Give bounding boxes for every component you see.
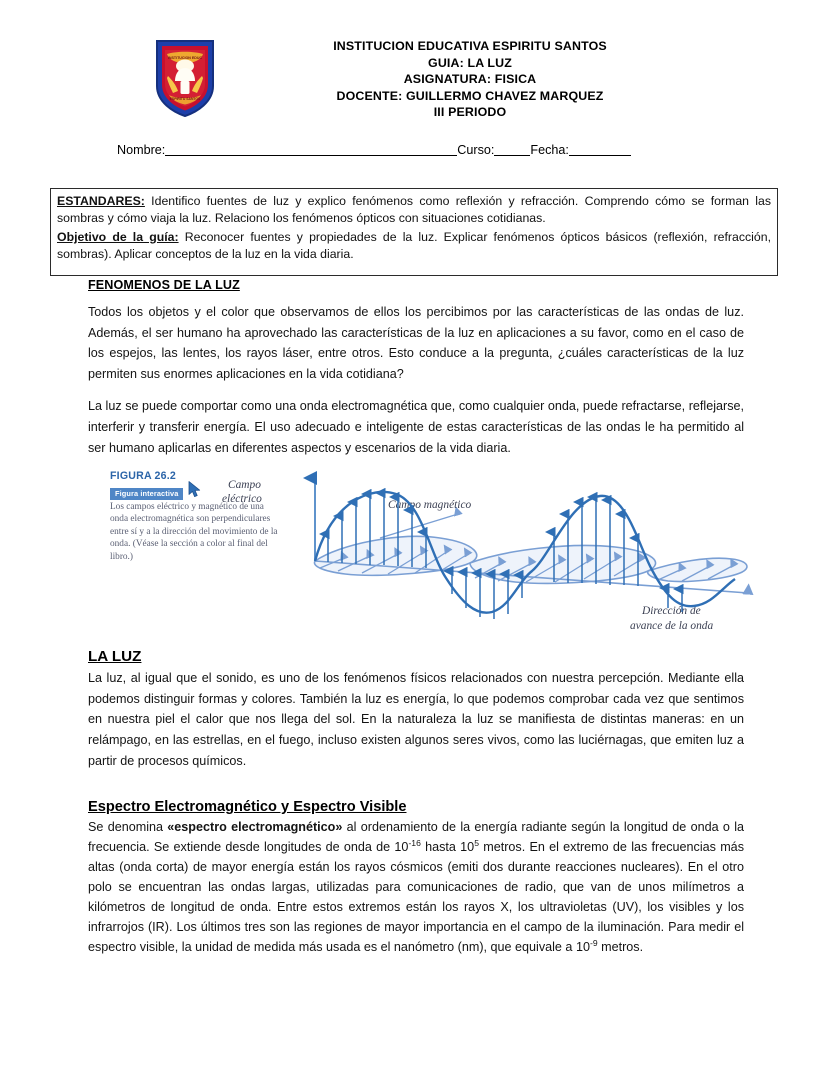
figure-26-2	[110, 470, 770, 646]
label-campo-magnetico: Campo magnético	[388, 499, 472, 511]
svg-text:ESPIRITU SANTOS: ESPIRITU SANTOS	[169, 97, 201, 101]
espectro-text-c: hasta 10	[420, 840, 475, 855]
espectro-exponent-2: 5	[474, 837, 479, 848]
document-header	[0, 0, 828, 121]
curso-label: Curso:	[457, 142, 495, 157]
nombre-input[interactable]	[165, 155, 457, 156]
espectro-paragraph-1	[88, 817, 744, 957]
section-heading-la-luz: LA LUZ	[88, 648, 142, 666]
label-campo-electrico-line1: Campo	[228, 479, 261, 491]
header-line-docente: DOCENTE: GUILLERMO CHAVEZ MARQUEZ	[336, 88, 604, 103]
objective-paragraph	[57, 229, 771, 264]
espectro-exponent-3: -9	[589, 937, 598, 948]
section-gap	[88, 783, 744, 799]
logo-container	[0, 38, 232, 118]
header-title-block	[232, 38, 828, 121]
espectro-text-a: Se denomina	[88, 820, 168, 835]
espectro-text-d: metros. En el extremo de las frecuencias más altas (onda corta) de mayor energía están los rayos cósmicos (emiti dos durante reacciones nucleares). En el otro polo se encuentran las ondas largas, utilizadas para comunicaciones de radio, que van de unos milímetros a kilómetros de longitud de onda. Entre estos extremos están los rayos X, los ultravioletas (UV), los visibles y los infrarrojos (IR). Los últimos tres son las regiones de mayor importancia en el campo de la iluminación. Para medir el espectro visible, la unidad de medida más usada es el nanómetro (nm), que equivale a 10	[88, 840, 744, 955]
electromagnetic-wave-diagram	[222, 466, 766, 646]
figure-title: FIGURA 26.2	[110, 470, 176, 482]
svg-text:INSTITUCION EDUC: INSTITUCION EDUC	[167, 56, 203, 60]
header-line-asignatura: ASIGNATURA: FISICA	[403, 72, 537, 86]
header-line-guia: GUIA: LA LUZ	[428, 55, 512, 70]
standards-box	[50, 188, 778, 276]
standards-label: ESTANDARES:	[57, 194, 145, 208]
interactive-figure-badge[interactable]: Figura interactiva	[110, 488, 183, 501]
la-luz-paragraph-1: La luz, al igual que el sonido, es uno de los fenómenos físicos relacionados con nuestra percepción. Mediante ella podemos distinguir formas y colores. También la luz es energía, lo que podemos comprobar cada vez que sentimos en nuestra piel el calor que nos llega del sol. En la naturaleza la luz se manifiesta de distintas maneras: en un relámpago, en las estrellas, en el fuego, incluso existen algunos seres vivos, como las luciérnagas, que emiten luz a partir de procesos químicos.	[88, 671, 744, 768]
label-direccion-line2: avance de la onda	[630, 620, 714, 632]
espectro-text-e: metros.	[597, 940, 644, 955]
standards-text: Identifico fuentes de luz y explico fenómenos como reflexión y refracción. Comprendo cómo se forman las sombras y cómo viaja la luz. Relaciono los fenómenos ópticos con situaciones cotidianas.	[57, 194, 771, 226]
objective-text: Reconocer fuentes y propiedades de la luz. Explicar fenómenos ópticos básicos (reflexión, refracción, sombras). Aplicar conceptos de la luz en la vida diaria.	[57, 229, 771, 262]
curso-input[interactable]	[494, 155, 530, 156]
section-heading-espectro: Espectro Electromagnético y Espectro Visible	[88, 799, 407, 816]
school-crest-icon	[154, 38, 216, 118]
objective-label: Objetivo de la guía:	[57, 229, 179, 244]
header-line-institution: INSTITUCION EDUCATIVA ESPIRITU SANTOS	[333, 39, 607, 53]
section-heading-fenomenos: FENOMENOS DE LA LUZ	[88, 278, 240, 292]
figure-caption-text: Los campos eléctrico y magnético de una onda electromagnética son perpendiculares entre sí y a la dirección del movimiento de la onda. (Véase la sección a color al final del libro.)	[110, 502, 278, 562]
label-direccion-line1: Dirección de	[642, 605, 701, 617]
fecha-label: Fecha:	[530, 142, 569, 157]
fecha-input[interactable]	[569, 155, 631, 156]
mouse-pointer-icon	[188, 481, 202, 498]
espectro-text-b: al ordenamiento de la energía radiante según la longitud de onda o la frecuencia. Se extiende desde longitudes de onda de 10	[88, 820, 744, 855]
header-line-periodo: III PERIODO	[433, 105, 507, 119]
nombre-label: Nombre:	[117, 142, 166, 157]
label-campo-electrico-line2: eléctrico	[222, 493, 262, 505]
student-fields-row	[0, 143, 828, 157]
espectro-exponent-1: -16	[408, 837, 421, 848]
fenomenos-paragraph-2: La luz se puede comportar como una onda electromagnética que, como cualquier onda, puede refractarse, reflejarse, interferir y transferir energía. El uso adecuado e inteligente de estas características de las ondas le ha permitido al ser humano aplicarlas en diferentes aspectos y escenarios de la vida diaria.	[88, 399, 744, 455]
fenomenos-paragraph-1: Todos los objetos y el color que observamos de ellos los percibimos por las características de las ondas de luz. Además, el ser humano ha aprovechado las características de la luz en aplicaciones a su favor, como en el caso de los espejos, las lentes, los rayos láser, entre otros. Esto conduce a la pregunta, ¿cuáles características de la luz permiten sus enormes aplicaciones en la vida cotidiana?	[88, 305, 744, 381]
espectro-term-bold: «espectro electromagnético»	[167, 820, 343, 835]
standards-paragraph	[57, 193, 771, 228]
